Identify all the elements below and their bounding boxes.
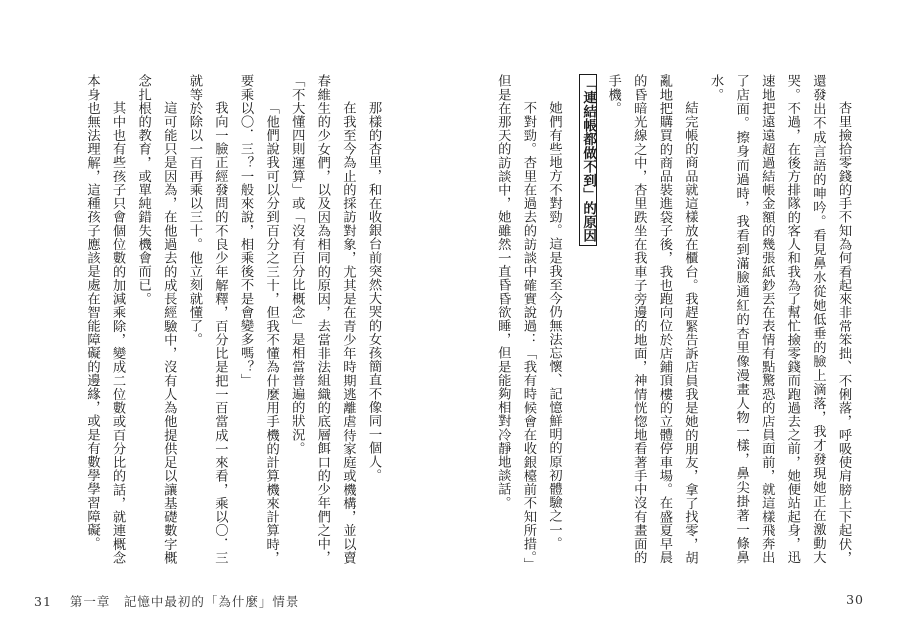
paragraph: 「他們說我可以分到百分之三十，但我不懂為什麼用手機的計算機來計算時，要乘以〇．三？一般來說，相乘後不是會變多嗎？」 (238, 74, 279, 564)
paragraph: 在我至今為止的採訪對象，尤其是在青少年時期逃離虐待家庭或機構，並以賣春維生的少女們，以及因為相同的原因，去當非法組織的底層餌口的少年們之中，「不大懂四則運算」或「沒有百分比概念」是相當普遍的狀況。 (289, 74, 356, 564)
section-heading (574, 74, 600, 564)
paragraph: 不對勁。杏里在過去的訪談中確實說過：「我有時候會在收銀檯前不知所措。」但是在那天的訪談中，她雖然一直昏昏欲睡，但是能夠相對冷靜地談話。 (495, 74, 536, 564)
left-page-body (56, 74, 386, 564)
paragraph: 她們有些地方不對勁。這是我至今仍無法忘懷、記憶鮮明的原初體驗之一。 (546, 100, 562, 550)
paragraph: 這可能只是因為，在他過去的成長經驗中，沒有人為他提供足以讓基礎數字概念扎根的教育，或單純錯失機會而已。 (135, 74, 177, 564)
paragraph: 杏里撿拾零錢的手不知為何看起來非常笨拙、不俐落，呼吸使肩膀上下起伏，還發出不成言語的呻吟。看見鼻水從她低垂的臉上滴落，我才發現她正在激動大哭。不過，在後方排隊的客人和我為了幫忙撿零錢而跑過去之前，她便站起身，迅速地把遠遠超過結帳金額的幾張紙鈔丟在表情有點驚恐的店員面前，就這樣飛奔出了店面。擦身而過時，我看到滿臉通紅的杏里像漫畫人物一樣，鼻尖掛著一條鼻水。 (708, 74, 851, 564)
section-heading-text: 「連結帳都做不到」的原因 (579, 74, 597, 246)
page-number-left: 31 (34, 594, 52, 609)
paragraph: 結完帳的商品就這樣放在櫃台。我趕緊告訴店員我是她的朋友，拿了找零，胡亂地把購買的商品裝進袋子後，我也跑向位於店鋪頂樓的立體停車場。在盛夏早晨的昏暗光線之中，杏里跌坐在我車子旁邊的地面，神情恍惚地看著手中沒有畫面的手機。 (605, 74, 698, 564)
paragraph: 我向一臉正經發問的不良少年解釋，百分比是把一百當成一來看，乘以〇．三就等於除以一百再乘以三十。他立刻就懂了。 (186, 74, 228, 564)
right-page (450, 0, 900, 638)
running-head: 第一章 記憶中最初的「為什麼」情景 (69, 594, 300, 609)
paragraph: 那樣的杏里，和在收銀台前突然大哭的女孩簡直不像同一個人。 (366, 100, 381, 482)
page-number-right: 30 (846, 592, 864, 607)
right-page-body (456, 74, 856, 564)
paragraph: 其中也有些孩子只會個位數的加減乘除，變成二位數或百分比的話，就連概念本身也無法理解，這種孩子應該是處在智能障礙的邊緣，或是有數學學習障礙。 (84, 74, 126, 564)
footer-left (34, 592, 299, 610)
